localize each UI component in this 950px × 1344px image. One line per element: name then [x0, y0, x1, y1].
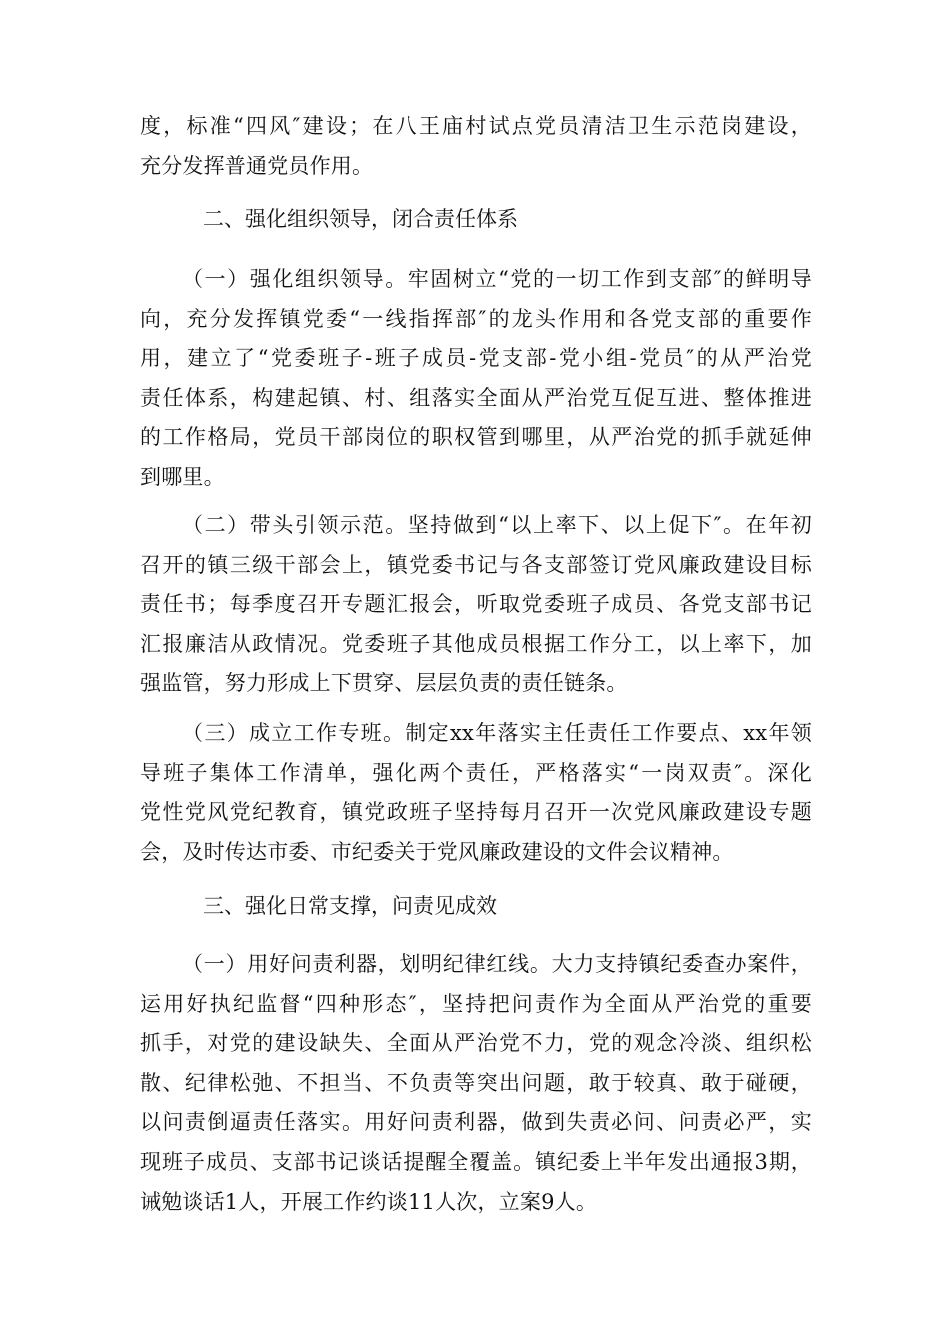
text-line: 责任体系，构建起镇、村、组落实全面从严治党互促互进、整体推进: [140, 385, 812, 410]
text-line: 会，及时传达市委、市纪委关于党风廉政建设的文件会议精神。: [140, 839, 734, 864]
text-line: 以问责倒逼责任落实。用好问责利器，做到失责必问、问责必严，实: [140, 1110, 812, 1135]
text-line: 充分发挥普通党员作用。: [140, 153, 374, 178]
paragraph-continuation: [140, 107, 812, 186]
paragraph-accountability: [140, 945, 812, 1222]
section-heading-2: 二、强化组织领导，闭合责任体系: [203, 207, 518, 231]
text-line: 责任书；每季度召开专题汇报会，听取党委班子成员、各党支部书记: [140, 592, 812, 617]
section-heading-3: 三、强化日常支撑，问责见成效: [203, 894, 497, 918]
paragraph-work-task-force: [140, 714, 812, 872]
text-line: 汇报廉洁从政情况。党委班子其他成员根据工作分工，以上率下，加: [140, 631, 812, 656]
text-line: 散、纪律松弛、不担当、不负责等突出问题，敢于较真、敢于碰硬，: [140, 1070, 812, 1095]
text-line: 用，建立了“党委班子-班子成员-党支部-党小组-党员″的从严治党: [140, 346, 812, 371]
text-line: 现班子成员、支部书记谈话提醒全覆盖。镇纪委上半年发出通报3期，: [140, 1149, 812, 1174]
text-line: 度，标准“四风″建设；在八王庙村试点党员清洁卫生示范岗建设，: [140, 114, 812, 138]
text-line: （一）强化组织领导。牢固树立“党的一切工作到支部″的鲜明导: [182, 267, 812, 291]
text-line: 到哪里。: [140, 464, 225, 489]
text-line: 召开的镇三级干部会上，镇党委书记与各支部签订党风廉政建设目标: [140, 552, 812, 577]
text-line: 运用好执纪监督“四种形态″，坚持把问责作为全面从严治党的重要: [140, 991, 812, 1016]
text-line: （三）成立工作专班。制定xx年落实主任责任工作要点、xx年领: [182, 721, 812, 745]
text-line: 党性党风党纪教育，镇党政班子坚持每月召开一次党风廉政建设专题: [140, 800, 812, 825]
text-line: 导班子集体工作清单，强化两个责任，严格落实“一岗双责″。深化: [140, 760, 812, 785]
text-line: 的工作格局，党员干部岗位的职权管到哪里，从严治党的抓手就延伸: [140, 425, 812, 450]
paragraph-organization-leadership: [140, 260, 812, 498]
text-line: （二）带头引领示范。坚持做到“以上率下、以上促下″。在年初: [182, 513, 812, 537]
text-line: 抓手，对党的建设缺失、全面从严治党不力，党的观念冷淡、组织松: [140, 1031, 812, 1056]
text-line: 向，充分发挥镇党委“一线指挥部″的龙头作用和各党支部的重要作: [140, 306, 812, 331]
text-line: （一）用好问责利器，划明纪律红线。大力支持镇纪委查办案件，: [182, 952, 812, 976]
text-line: 诫勉谈话1人，开展工作约谈11人次，立案9人。: [140, 1189, 598, 1214]
text-line: 强监管，努力形成上下贯穿、层层负责的责任链条。: [140, 671, 628, 696]
paragraph-lead-by-example: [140, 506, 812, 704]
